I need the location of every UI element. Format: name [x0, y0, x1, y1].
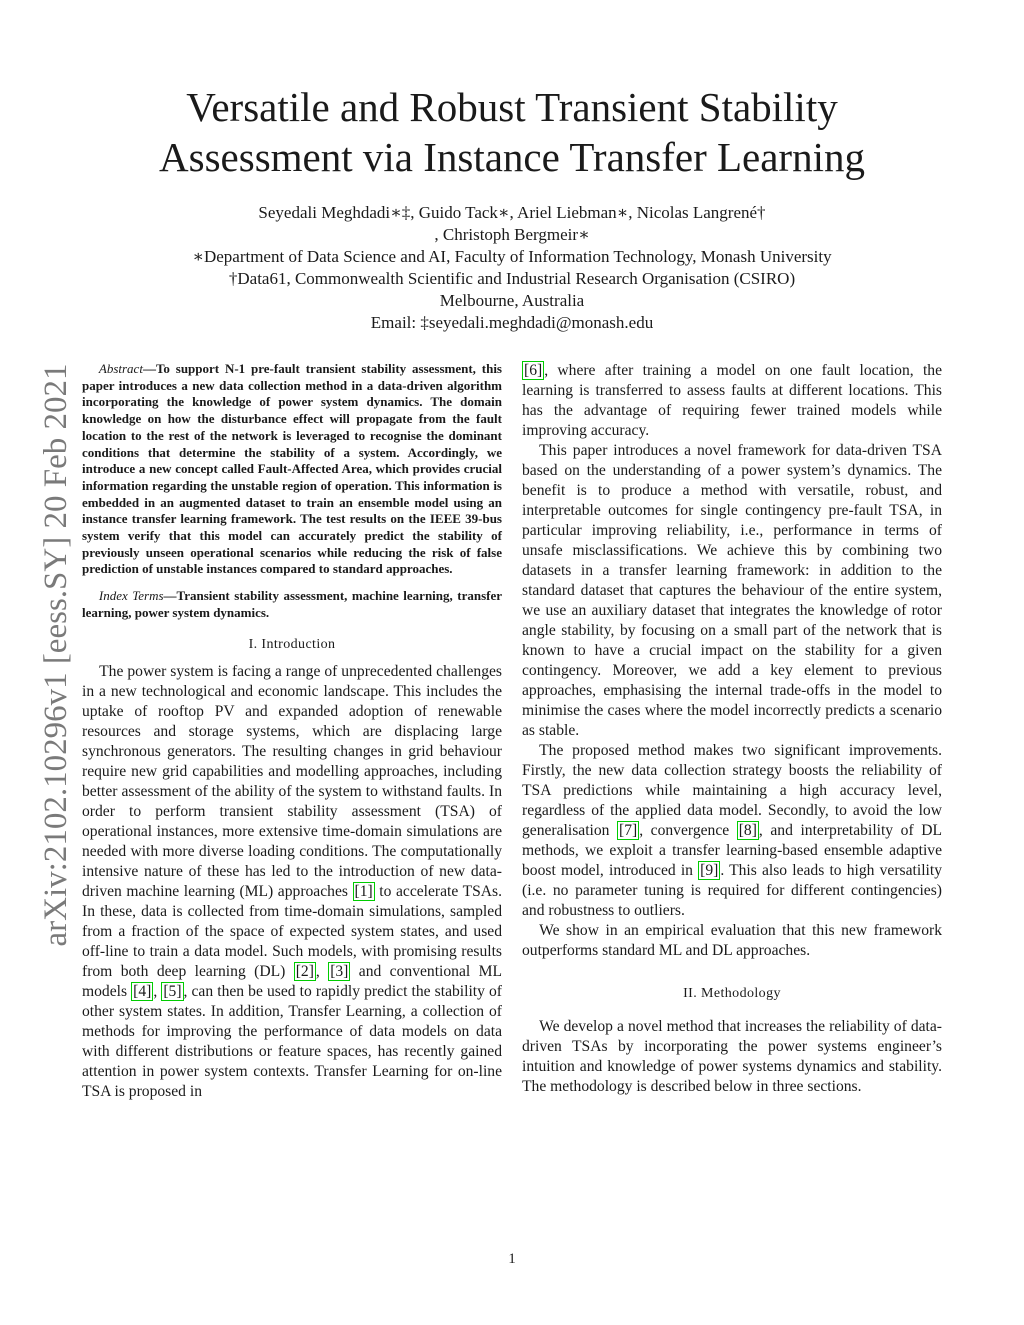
intro-p1-text-a: The power system is facing a range of unprecedented challenges in a new technological and economic landscape. This includes the uptake of rooftop PV and expanded adoption of renewable resources and storage systems, which are displacing large synchronous generators. The resulting changes in grid behaviour require new grid capabilities and modelling approaches, including better assessment of the ability of the system to withstand faults. In order to perform transient stability assessment (TSA) of operational instances, more extensive time-domain simulations are needed with more diverse loading conditions. The computationally intensive nature of these has led to the introduction of new data-driven machine learning (ML) approaches	[82, 662, 502, 900]
intro-p3-text-c: , and interpretability of DL methods, we exploit a transfer learning-based ensemble adaptive boost model, introduced in	[522, 822, 942, 879]
citation-link[interactable]: [6]	[524, 362, 543, 379]
intro-p1-text-e: , where after training a model on one fault location, the learning is transferred to assess faults at different locations. This has the advantage of requiring fewer trained models while improving accuracy.	[522, 362, 942, 439]
abstract-text: —To support N-1 pre-fault transient stability assessment, this paper introduces a new data collection method in a data-driven algorithm incorporating the knowledge of power system dynamics. The domain knowledge on how the disturbance effect will propagate from the fault location to the rest of the network is leveraged to recognise the dominant conditions that determine the stability of a system. Accordingly, we introduce a new concept called Fault-Affected Area, which provides crucial information regarding the unstable region of operation. This information is embedded in an augmented dataset to train an ensemble model using an instance transfer learning framework. The test results on the IEEE 39-bus system verify that this model can accurately predict the stability of previously unseen operational scenarios while reducing the risk of false prediction of unstable instances compared to standard approaches.	[82, 361, 502, 577]
citation-separator: ,	[315, 962, 329, 980]
intro-p1-text-b: to accelerate TSAs. In these, data is collected from time-domain simulations, sampled from a fraction of the space of expected system states, and used off-line to train a data model. Such models, with promising results from both deep learning (DL)	[82, 882, 502, 980]
citation-separator: ,	[153, 982, 162, 1000]
methodology-paragraph-1: We develop a novel method that increases the reliability of data-driven TSAs by incorporating the power systems engineer’s intuition and knowledge of power systems dynamics and stability. The methodology is described below in three sections.	[522, 1018, 942, 1095]
citation-link[interactable]: [7]	[619, 822, 638, 839]
citation-link[interactable]: [2]	[295, 962, 314, 980]
title-line-1: Versatile and Robust Transient Stability	[186, 84, 838, 130]
citation-link[interactable]: [8]	[738, 822, 757, 839]
intro-p1-text-d: , can then be used to rapidly predict the stability of other system states. In addition, Transfer Learning, a collection of methods for improving the performance of data models on data with different distributions or feature spaces, has recently gained attention in power system contexts. Transfer Learning for on-line TSA is proposed in	[82, 982, 502, 1100]
location: Melbourne, Australia	[439, 291, 585, 310]
author-block	[120, 202, 904, 334]
authors-line-2: , Christoph Bergmeir∗	[434, 225, 590, 244]
intro-paragraph-4: We show in an empirical evaluation that this new framework outperforms standard ML and DL approaches.	[522, 922, 942, 959]
page-number: 1	[508, 1251, 516, 1267]
citation-link[interactable]: [3]	[330, 962, 349, 980]
paper-title	[90, 82, 934, 182]
intro-paragraph-2: This paper introduces a novel framework for data-driven TSA based on the understanding of a power system’s dynamics. The benefit is to produce a method with versatile, robust, and interpretable outcomes for single contingency pre-fault TSA, in particular improving reliability, i.e., performance in terms of unsafe misclassifications. We achieve this by combining two datasets in a transfer learning framework: in addition to the standard dataset that captures the behaviour of the entire system, we use an auxiliary dataset that integrates the knowledge of rotor angle stability, by focusing on a small part of the network that is known to have a crucial impact on the stability for a given contingency. Moreover, we add a key element to previous approaches, emphasising the internal trade-offs in the model to minimise the cases where the model incorrectly predicts a scenario as stable.	[522, 442, 942, 739]
title-line-2: Assessment via Instance Transfer Learning	[159, 134, 865, 180]
section-heading-introduction: I. Introduction	[248, 636, 336, 652]
left-column	[82, 361, 502, 1102]
citation-link[interactable]: [4]	[133, 982, 152, 1000]
intro-p3-text-d: . This also leads to high versatility (i.e. no parameter tuning is required for different contingencies) and robustness to outliers.	[522, 862, 942, 919]
index-terms	[82, 588, 502, 621]
abstract-label: Abstract	[98, 361, 143, 376]
abstract	[82, 361, 502, 578]
citation-link[interactable]: [9]	[700, 862, 719, 879]
index-terms-text: —Transient stability assessment, machine learning, transfer learning, power system dynamics.	[82, 588, 502, 620]
affiliation-csiro: †Data61, Commonwealth Scientific and Industrial Research Organisation (CSIRO)	[228, 269, 796, 288]
section-heading-methodology: II. Methodology	[683, 986, 781, 1001]
index-terms-label: Index Terms	[98, 588, 164, 604]
right-column	[522, 361, 942, 1097]
intro-p3-text-b: , convergence	[639, 822, 737, 839]
authors-line-1: Seyedali Meghdadi∗‡, Guido Tack∗, Ariel Liebman∗, Nicolas Langrené†	[258, 203, 766, 222]
intro-paragraph-1	[82, 662, 502, 1102]
arxiv-stamp: arXiv:2102.10296v1 [eess.SY] 20 Feb 2021	[38, 363, 74, 947]
intro-paragraph-3	[522, 741, 942, 921]
affiliation-monash: ∗Department of Data Science and AI, Faculty of Information Technology, Monash University	[192, 247, 832, 266]
citation-link[interactable]: [1]	[354, 882, 373, 900]
intro-p1-text-c: and conventional ML models	[82, 962, 502, 1000]
citation-link[interactable]: [5]	[163, 982, 182, 1000]
intro-p3-text-a: The proposed method makes two significant improvements. Firstly, the new data collection strategy boosts the reliability of TSA predictions while maintaining a high accuracy level, regardless of the applied data model. Secondly, to avoid the low generalisation	[522, 742, 942, 839]
email: Email: ‡seyedali.meghdadi@monash.edu	[370, 313, 654, 332]
intro-paragraph-1-continued	[522, 361, 942, 441]
